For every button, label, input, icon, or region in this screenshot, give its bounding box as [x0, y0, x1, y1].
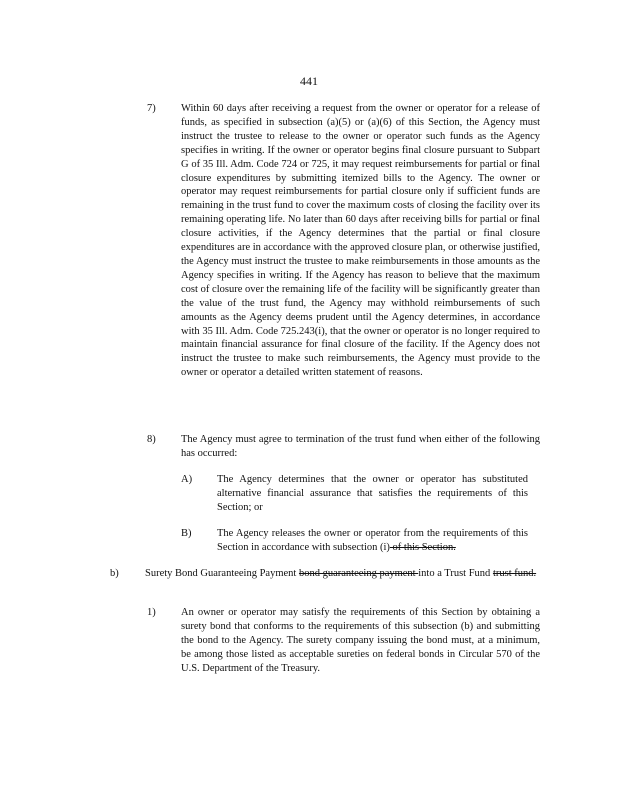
item-b-heading-cont: into a Trust Fund — [418, 568, 493, 579]
item-b-heading: Surety Bond Guaranteeing Payment — [145, 568, 299, 579]
item-8-label: 8) — [147, 434, 156, 445]
item-b-label: b) — [110, 568, 119, 579]
item-A-text: The Agency determines that the owner or operator has substituted alternative financial assurance that satisfies the requirements of this Section; or — [217, 474, 528, 513]
item-B-deleted: of this Section. — [389, 541, 456, 553]
item-1-label: 1) — [147, 607, 156, 618]
item-b-deleted-1: bond guaranteeing payment — [298, 568, 419, 579]
item-B-label: B) — [181, 528, 192, 539]
item-b-deleted-2: trust fund. — [492, 568, 537, 579]
item-7-text: Within 60 days after receiving a request from the owner or operator for a release of funds, as specified in subsection (a)(5) or (a)(6) of this Section, the Agency must instruct the trustee to release to the owner or operator such funds as the Agency specifies in writing. If the owner or operator begins final closure pursuant to Subpart G of 35 Ill. Adm. Code 724 or 725, it may request reimbursements for partial or final closure expenditures by submitting itemized bills to the Agency. The owner or operator may request reimbursements for partial closure only if sufficient funds are remaining in the trust fund to cover the maximum costs of closing the facility over its remaining operating life. No later than 60 days after receiving bills for partial or final closure activities, if the Agency determines that the partial or final closure expenditures are in accordance with the approved closure plan, or otherwise justified, the Agency must instruct the trustee to make reimbursements in those amounts as the Agency specifies in writing. If the Agency has reason to believe that the maximum cost of closure over the remaining life of the facility will be significantly greater than the value of the trust fund, the Agency may withhold reimbursements of such amounts as the Agency deems prudent until the Agency determines, in accordance with 35 Ill. Adm. Code 725.243(i), that the owner or operator is no longer required to maintain financial assurance for final closure of the facility. If the Agency does not instruct the trustee to make such reimbursements, the Agency must provide to the owner or operator a detailed written statement of reasons. — [181, 103, 540, 379]
item-B-body: The Agency releases the owner or operator from the requirements of this Section in accordance with subsection (i) — [217, 528, 528, 553]
item-1-text: An owner or operator may satisfy the requirements of this Section by obtaining a surety bond that conforms to the requirements of this subsection (b) and submitting the bond to the Agency. The surety company issuing the bond must, at a minimum, be among those listed as acceptable sureties on federal bonds in Circular 570 of the U.S. Department of the Treasury. — [181, 607, 540, 674]
item-8-text: The Agency must agree to termination of the trust fund when either of the following has occurred: — [181, 434, 540, 459]
item-b-text — [145, 567, 540, 581]
item-7-label: 7) — [147, 103, 156, 114]
item-A-label: A) — [181, 474, 193, 485]
page-number: 441 — [300, 74, 318, 88]
item-B-text — [217, 527, 528, 555]
